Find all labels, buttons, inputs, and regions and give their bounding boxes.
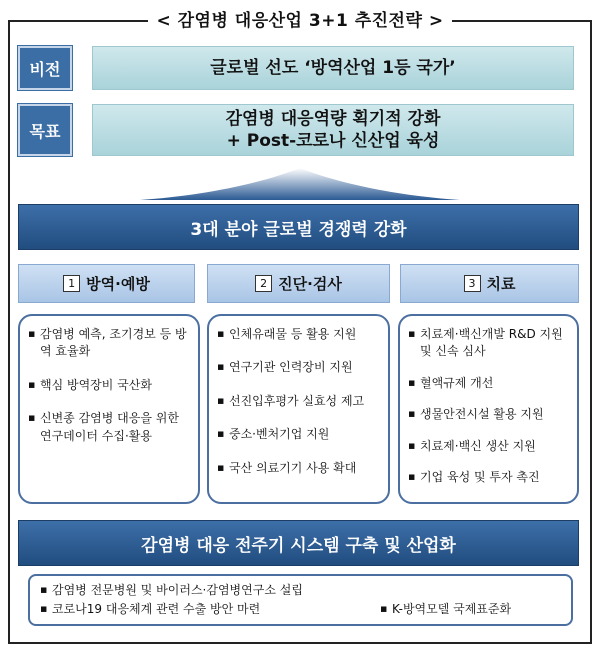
vision-label: 비전	[18, 46, 72, 90]
goal-line-1: 감염병 대응역량 획기적 강화	[225, 108, 441, 129]
list-item: ▪ 국산 의료기기 사용 확대	[217, 460, 380, 477]
column-number-2: 2	[255, 275, 272, 292]
column-list-3	[398, 314, 579, 504]
banner-bottom: 감염병 대응 전주기 시스템 구축 및 산업화	[18, 520, 579, 566]
column-title-1: 방역·예방	[86, 275, 150, 293]
list-item: ▪ 인체유래물 등 활용 지원	[217, 326, 380, 343]
column-header-1	[18, 264, 195, 303]
up-arrow-icon	[140, 166, 460, 202]
title-wrap	[0, 6, 600, 31]
list-item: ▪ 감염병 전문병원 및 바이러스·감염병연구소 설립	[40, 581, 303, 600]
vision-text: 글로벌 선도 ‘방역산업 1등 국가’	[210, 57, 456, 78]
column-title-3: 치료	[486, 275, 516, 293]
page-title: < 감염병 대응산업 3+1 추진전략 >	[148, 6, 451, 31]
column-header-2	[207, 264, 390, 303]
goal-box	[92, 104, 574, 156]
goal-label: 목표	[18, 104, 72, 156]
column-number-3: 3	[464, 275, 481, 292]
list-item: ▪ 선진입후평가 실효성 제고	[217, 393, 380, 410]
column-number-1: 1	[63, 275, 80, 292]
vision-box	[92, 46, 574, 90]
column-list-2	[207, 314, 390, 504]
column-list-1	[18, 314, 200, 504]
list-item: ▪ 생물안전시설 활용 지원	[408, 406, 569, 423]
column-header-3	[400, 264, 579, 303]
list-item: ▪ 기업 육성 및 투자 촉진	[408, 469, 569, 486]
list-item: ▪ 치료제·백신 생산 지원	[408, 438, 569, 455]
list-item: ▪ 코로나19 대응체계 관련 수출 방안 마련	[40, 600, 380, 619]
bottom-list	[28, 574, 573, 626]
column-title-2: 진단·검사	[278, 275, 342, 293]
list-item: ▪ 혈액규제 개선	[408, 375, 569, 392]
list-item: ▪ 감염병 예측, 조기경보 등 방역 효율화	[28, 326, 190, 361]
goal-line-2: + Post-코로나 신산업 육성	[226, 131, 440, 151]
banner-top: 3대 분야 글로벌 경쟁력 강화	[18, 204, 579, 250]
list-item: ▪ 핵심 방역장비 국산화	[28, 377, 190, 394]
list-item: ▪ 치료제·백신개발 R&D 지원 및 신속 심사	[408, 326, 569, 361]
list-item: ▪ 신변종 감염병 대응을 위한 연구데이터 수집·활용	[28, 410, 190, 445]
list-item: ▪ K-방역모델 국제표준화	[380, 600, 511, 619]
list-item: ▪ 중소·벤처기업 지원	[217, 426, 380, 443]
list-item: ▪ 연구기관 인력장비 지원	[217, 359, 380, 376]
